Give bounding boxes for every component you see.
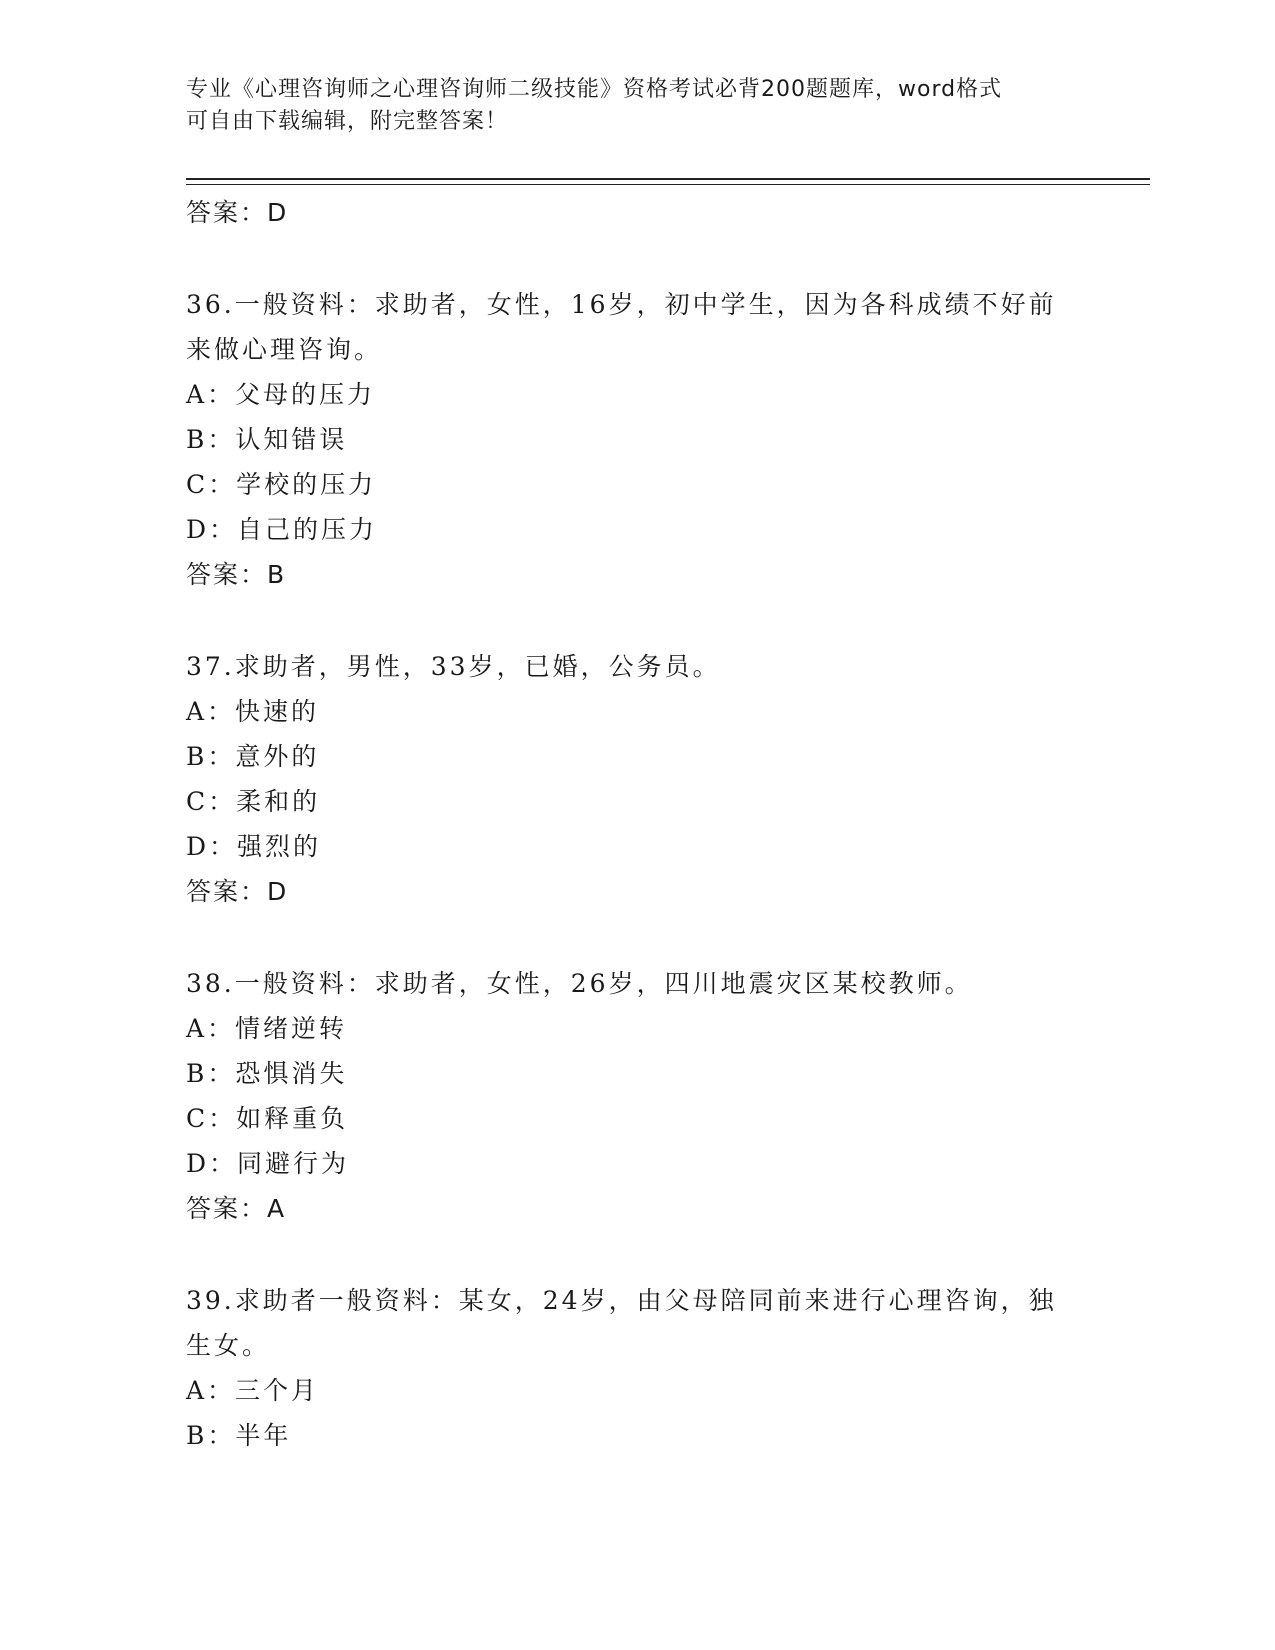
question-stem: 36.一般资料：求助者，女性，16岁，初中学生，因为各科成绩不好前 bbox=[186, 290, 1057, 319]
option-b: B：意外的 bbox=[186, 742, 320, 771]
option-a: A：快速的 bbox=[186, 697, 320, 726]
answer-line: 答案：D bbox=[186, 198, 289, 227]
option-c: C：柔和的 bbox=[186, 787, 321, 816]
option-a: A：父母的压力 bbox=[186, 380, 376, 409]
header-divider-thick bbox=[186, 178, 1150, 180]
document-header bbox=[186, 74, 1086, 138]
header-divider-thin bbox=[186, 184, 1150, 185]
option-c: C：如释重负 bbox=[186, 1104, 349, 1133]
question-37 bbox=[186, 644, 1086, 915]
answer-line: 答案：B bbox=[186, 560, 287, 589]
option-a: A：三个月 bbox=[186, 1376, 320, 1405]
question-38 bbox=[186, 961, 1086, 1232]
question-stem: 39.求助者一般资料：某女，24岁，由父母陪同前来进行心理咨询，独 bbox=[186, 1286, 1057, 1315]
option-d: D：强烈的 bbox=[186, 832, 322, 861]
option-b: B：恐惧消失 bbox=[186, 1059, 348, 1088]
question-stem: 37.求助者，男性，33岁，已婚，公务员。 bbox=[186, 652, 721, 681]
option-c: C：学校的压力 bbox=[186, 470, 377, 499]
question-39 bbox=[186, 1278, 1086, 1458]
header-line-1: 专业《心理咨询师之心理咨询师二级技能》资格考试必背200题题库，word格式 bbox=[186, 77, 1003, 102]
answer-line: 答案：D bbox=[186, 877, 289, 906]
option-b: B：半年 bbox=[186, 1421, 292, 1450]
option-d: D：同避行为 bbox=[186, 1149, 350, 1178]
question-stem: 38.一般资料：求助者，女性，26岁，四川地震灾区某校教师。 bbox=[186, 969, 973, 998]
option-b: B：认知错误 bbox=[186, 425, 348, 454]
question-stem: 来做心理咨询。 bbox=[186, 335, 383, 364]
document-body bbox=[186, 190, 1086, 1458]
header-line-2: 可自由下载编辑，附完整答案！ bbox=[186, 109, 509, 134]
answer-line: 答案：A bbox=[186, 1194, 287, 1223]
question-stem: 生女。 bbox=[186, 1331, 271, 1360]
question-36 bbox=[186, 282, 1086, 598]
option-a: A：情绪逆转 bbox=[186, 1014, 348, 1043]
option-d: D：自己的压力 bbox=[186, 515, 378, 544]
